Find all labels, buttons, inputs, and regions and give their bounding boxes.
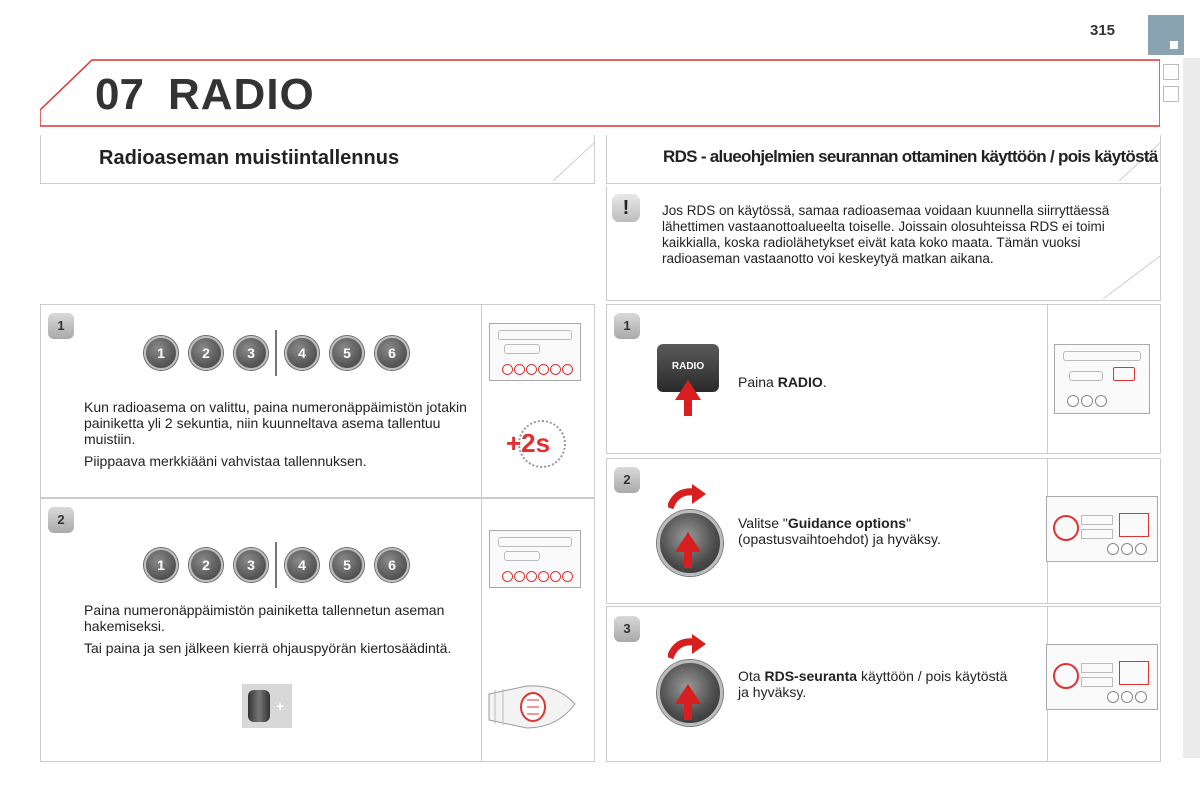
preset-key-1: 1 <box>144 548 178 582</box>
warning-text: Jos RDS on käytössä, samaa radioasemaa voidaan kuunnella siirryttäessä lähettimen vastaanottoalueelta toiselle. Joissain olosuhteissa RDS ei toimi kaikkialla, koska radiolähetykset eivät kata koko maata. Tämän vuoksi radioaseman vastaanotto voi keskeytyä matkan aikana. <box>662 203 1110 266</box>
section-title: Radioaseman muistiintallennus <box>99 147 400 169</box>
preset-key-6: 6 <box>375 336 409 370</box>
step-text: Ota RDS-seuranta käyttöön / pois käytöstä ja hyväksy. <box>738 668 1008 700</box>
tab-marker <box>1163 64 1179 80</box>
step-paragraph: Piippaava merkkiääni vahvistaa tallennuksen. <box>84 453 367 469</box>
preset-key-4: 4 <box>285 336 319 370</box>
press-arrow-stem <box>684 398 692 416</box>
radio-unit-illustration <box>1046 496 1158 562</box>
preset-key-2: 2 <box>189 336 223 370</box>
page-number: 315 <box>1090 22 1116 39</box>
chapter-number: 07 <box>95 70 144 119</box>
preset-key-6: 6 <box>375 548 409 582</box>
step-text <box>84 399 469 475</box>
preset-key-4: 4 <box>285 548 319 582</box>
section-heading-left <box>40 135 595 184</box>
step-paragraph: Tai paina ja sen jälkeen kierrä ohjauspyörän kiertosäädintä. <box>84 640 452 656</box>
chapter-title: RADIO <box>168 70 315 119</box>
press-arrow-icon <box>675 532 701 552</box>
preset-key-3: 3 <box>234 336 268 370</box>
chapter-tab <box>1148 15 1184 55</box>
step-badge: 2 <box>614 467 640 493</box>
step-text: Paina RADIO. <box>738 374 827 390</box>
preset-key-1: 1 <box>144 336 178 370</box>
radio-unit-illustration <box>489 323 581 381</box>
press-arrow-icon <box>675 380 701 400</box>
radio-unit-illustration <box>1046 644 1158 710</box>
press-arrow-stem <box>684 702 692 720</box>
step-badge: 2 <box>48 507 74 533</box>
section-title: RDS - alueohjelmien seurannan ottaminen käyttöön / pois käytöstä <box>663 147 1158 166</box>
section-heading-right <box>606 135 1161 184</box>
steering-wheel-control-icon: + <box>242 684 292 728</box>
hold-2s-icon: +2s <box>506 418 564 468</box>
radio-unit-illustration <box>1054 344 1150 414</box>
step-paragraph: Paina numeronäppäimistön painiketta tallennetun aseman hakemiseksi. <box>84 602 445 634</box>
preset-key-5: 5 <box>330 548 364 582</box>
rotate-arrow-icon <box>668 634 706 660</box>
press-arrow-stem <box>684 550 692 568</box>
warning-icon: ! <box>612 194 640 222</box>
preset-key-2: 2 <box>189 548 223 582</box>
step-paragraph: Kun radioasema on valittu, paina numeronäppäimistön jotakin painiketta yli 2 sekuntia, niin kuunneltava asema tallentuu muistiin. <box>84 399 467 447</box>
preset-key-5: 5 <box>330 336 364 370</box>
rotate-arrow-icon <box>668 484 706 510</box>
tab-marker <box>1163 86 1179 102</box>
preset-key-3: 3 <box>234 548 268 582</box>
radio-key-icon: RADIO <box>657 344 719 392</box>
step-badge: 1 <box>614 313 640 339</box>
step-text <box>84 602 469 662</box>
step-text: Valitse "Guidance options" (opastusvaihtoehdot) ja hyväksy. <box>738 515 941 547</box>
step-badge: 3 <box>614 616 640 642</box>
radio-unit-illustration <box>489 530 581 588</box>
preset-keys-row <box>144 542 420 588</box>
step-badge: 1 <box>48 313 74 339</box>
side-bar <box>1183 58 1200 758</box>
steering-stalk-illustration <box>487 676 579 736</box>
press-arrow-icon <box>675 684 701 704</box>
preset-keys-row <box>144 330 420 376</box>
